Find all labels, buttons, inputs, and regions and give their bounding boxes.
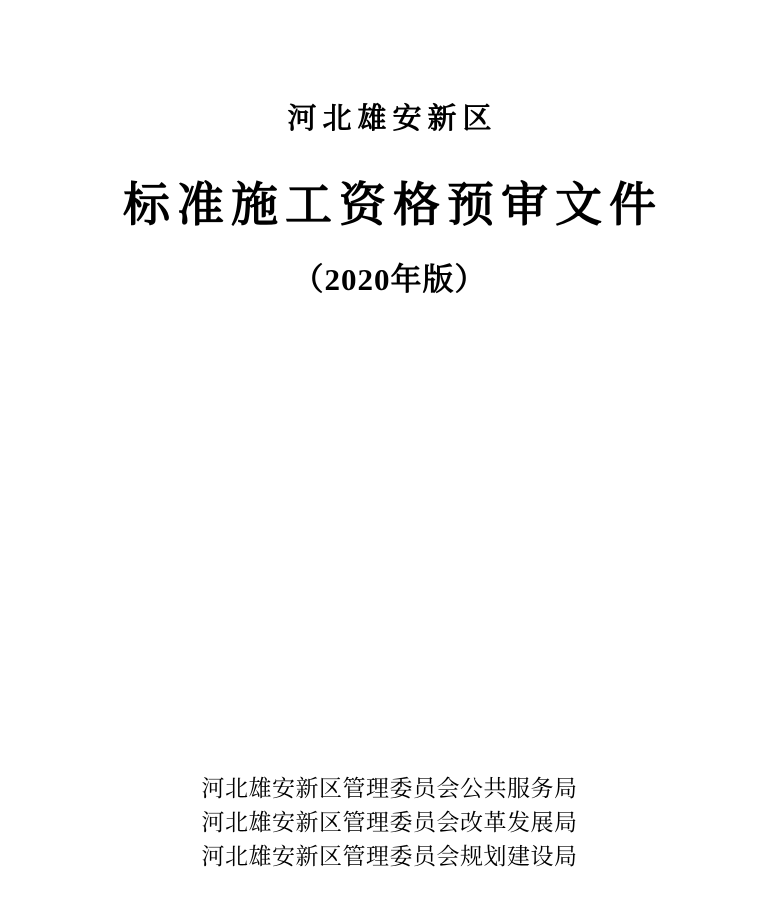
issuer-block <box>0 772 779 874</box>
region-heading: 河北雄安新区 <box>287 103 498 135</box>
issuer-line-1: 河北雄安新区管理委员会公共服务局 <box>201 776 578 801</box>
issuer-line-2: 河北雄安新区管理委员会改革发展局 <box>201 810 578 835</box>
page-title: 标准施工资格预审文件 <box>123 180 663 232</box>
document-version: （2020年版） <box>292 262 487 297</box>
issuer-line-3: 河北雄安新区管理委员会规划建设局 <box>201 844 578 869</box>
